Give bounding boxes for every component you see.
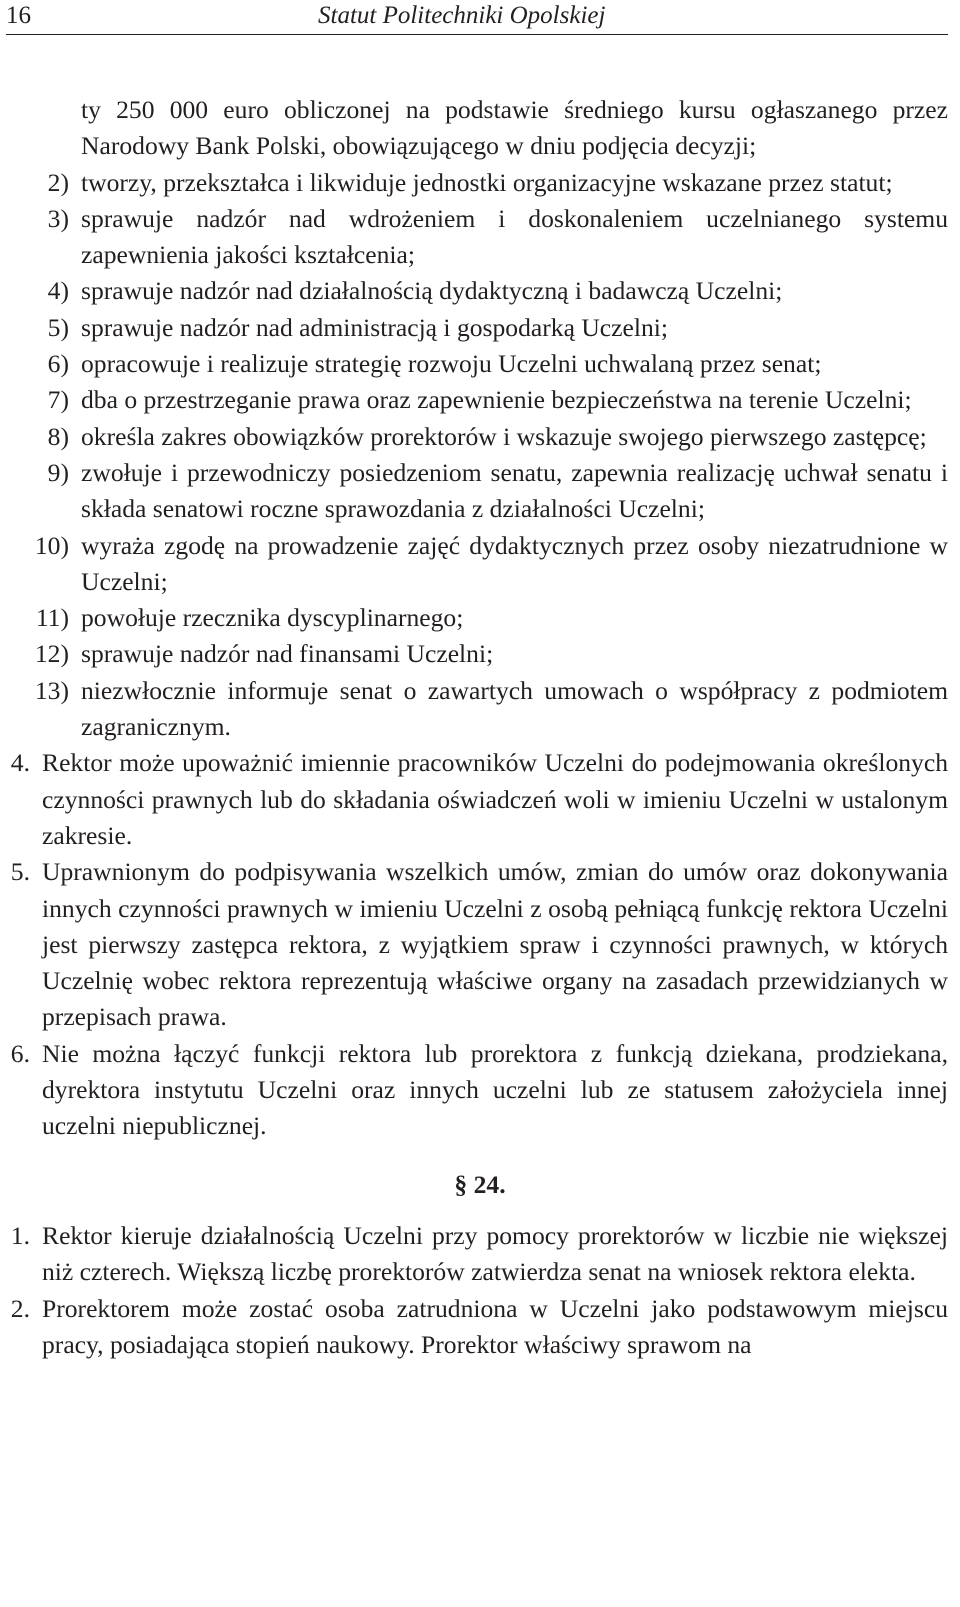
list-item-5 <box>0 310 948 346</box>
continuation-paragraph: ty 250 000 euro obliczonej na podstawie średniego kursu ogłaszanego przez Narodowy Bank Polski, obowiązującego w dniu podjęcia decyzji; <box>81 95 948 161</box>
paragraph-number: 6. <box>10 1038 30 1068</box>
list-item-text: sprawuje nadzór nad wdrożeniem i doskonaleniem uczelnianego systemu zapewnienia jakości kształcenia; <box>81 203 948 270</box>
list-item-number: 11) <box>35 603 69 633</box>
paragraph-number: 1. <box>10 1220 30 1250</box>
list-item-text: określa zakres obowiązków prorektorów i wskazuje swojego pierwszego zastępcę; <box>81 421 927 451</box>
list-item-text: tworzy, przekształca i likwiduje jednostki organizacyjne wskazane przez statut; <box>81 167 893 197</box>
list-item-number: 2) <box>47 167 69 197</box>
list-item-13 <box>0 673 948 746</box>
list-item-number: 5) <box>47 312 69 342</box>
paragraph-number: 5. <box>10 857 30 887</box>
list-item-number: 12) <box>34 639 69 669</box>
list-item-2 <box>0 165 948 201</box>
list-item-text: sprawuje nadzór nad działalnością dydaktyczną i badawczą Uczelni; <box>81 276 783 306</box>
list-item-text: wyraża zgodę na prowadzenie zajęć dydaktycznych przez osoby niezatrudnione w Uczelni; <box>81 530 948 596</box>
list-item-7 <box>0 382 948 418</box>
paragraph-text: Nie można łączyć funkcji rektora lub prorektora z funkcją dziekana, prodziekana, dyrektora instytutu Uczelni oraz innych uczelni lub ze statusem założyciela innej uczelni niepublicznej. <box>42 1038 948 1141</box>
list-item-11 <box>0 600 948 636</box>
list-item-number: 8) <box>47 421 69 451</box>
paragraph-number: 2. <box>10 1293 30 1323</box>
list-item-number: 9) <box>47 457 69 487</box>
list-item-text: opracowuje i realizuje strategię rozwoju Uczelni uchwalaną przez senat; <box>81 349 822 379</box>
paragraph-text: Rektor może upoważnić imiennie pracowników Uczelni do podejmowania określonych czynności prawnych lub do składania oświadczeń woli w imieniu Uczelni w ustalonym zakresie. <box>42 748 948 850</box>
list-item-text: zwołuje i przewodniczy posiedzeniom senatu, zapewnia realizację uchwał senatu i składa senatowi roczne sprawozdania z działalności Uczelni; <box>81 457 948 524</box>
list-item-number: 3) <box>47 203 69 233</box>
list-item-12 <box>0 636 948 672</box>
list-item-text: powołuje rzecznika dyscyplinarnego; <box>81 603 464 633</box>
list-item-number: 7) <box>47 385 69 415</box>
list-item-4 <box>0 273 948 309</box>
list-item-text: niezwłocznie informuje senat o zawartych umowach o współpracy z podmiotem zagranicznym. <box>81 675 948 742</box>
list-item-9 <box>0 455 948 528</box>
list-item-number: 10) <box>34 530 69 560</box>
list-item-number: 13) <box>34 675 69 705</box>
section-paragraph-1 <box>0 1218 948 1291</box>
paragraph-text: Rektor kieruje działalnością Uczelni przy pomocy prorektorów w liczbie nie większej niż czterech. Większą liczbę prorektorów zatwierdza senat na wniosek rektora elekta. <box>42 1220 948 1287</box>
list-item-8 <box>0 419 948 455</box>
running-title: Statut Politechniki Opolskiej <box>318 2 606 29</box>
list-item-text: sprawuje nadzór nad finansami Uczelni; <box>81 639 494 669</box>
paragraph-text: Uprawnionym do podpisywania wszelkich umów, zmian do umów oraz dokonywania innych czynności prawnych w imieniu Uczelni z osobą pełniącą funkcję rektora Uczelni jest pierwszy zastępca rektora, z wyjątkiem spraw i czynności prawnych, w których Uczelnię wobec rektora reprezentują właściwe organy na zasadach przewidzianych w przepisach prawa. <box>42 857 948 1032</box>
list-item-6 <box>0 346 948 382</box>
page-number: 16 <box>6 2 31 29</box>
paragraph-5 <box>0 854 948 1035</box>
paragraph-number: 4. <box>10 748 30 778</box>
paragraph-6 <box>0 1036 948 1145</box>
body-text <box>0 92 948 1363</box>
running-header <box>6 0 948 35</box>
list-item-text: dba o przestrzeganie prawa oraz zapewnienie bezpieczeństwa na terenie Uczelni; <box>81 385 912 415</box>
list-item-10 <box>0 528 948 601</box>
section-heading: § 24. <box>454 1169 506 1199</box>
list-item-text: sprawuje nadzór nad administracją i gospodarką Uczelni; <box>81 312 669 342</box>
paragraph-4 <box>0 745 948 854</box>
paragraph-text: Prorektorem może zostać osoba zatrudniona w Uczelni jako podstawowym miejscu pracy, posiadająca stopień naukowy. Prorektor właściwy sprawom na <box>42 1293 948 1359</box>
section-paragraph-2 <box>0 1291 948 1364</box>
list-item-3 <box>0 201 948 274</box>
list-item-number: 4) <box>47 276 69 306</box>
list-item-number: 6) <box>47 349 69 379</box>
